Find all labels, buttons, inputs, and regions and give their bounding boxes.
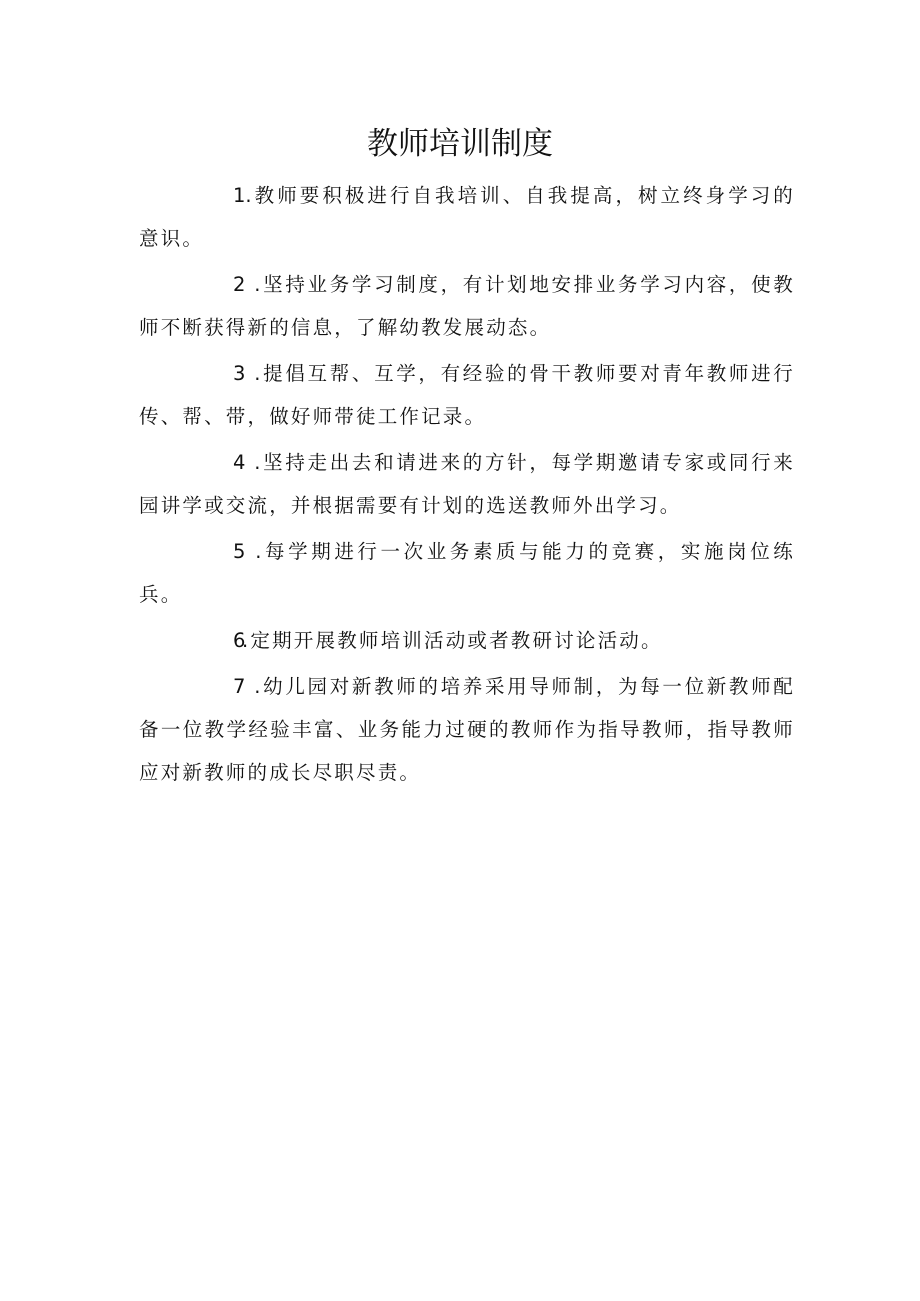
item-number: 5	[233, 540, 246, 563]
item-text: .幼儿园对新教师的培养采用导师制，为每一位新教师配备一位教学经验丰富、业务能力过硬的教师作为指导教师，指导教师应对新教师的成长尽职尽责。	[139, 675, 795, 784]
item-text: .坚持走出去和请进来的方针，每学期邀请专家或同行来园讲学或交流，并根据需要有计划的选送教师外出学习。	[139, 451, 795, 517]
list-item	[139, 263, 795, 349]
item-text: .每学期进行一次业务素质与能力的竞赛，实施岗位练兵。	[139, 540, 795, 606]
item-number: 2	[233, 273, 246, 296]
item-text: .坚持业务学习制度，有计划地安排业务学习内容，使教师不断获得新的信息，了解幼教发展动态。	[139, 273, 795, 339]
list-item	[139, 530, 795, 616]
item-text: .定期开展教师培训活动或者教研讨论活动。	[242, 629, 663, 652]
item-number: 7	[233, 675, 246, 698]
list-item	[139, 619, 795, 662]
item-number: 4	[233, 451, 246, 474]
document-body	[139, 174, 795, 794]
list-item	[139, 174, 795, 260]
item-number: 1	[233, 184, 246, 207]
item-text: .提倡互帮、互学，有经验的骨干教师要对青年教师进行传、帮、带，做好师带徒工作记录。	[139, 362, 795, 428]
item-number: 6	[233, 629, 246, 652]
list-item	[139, 352, 795, 438]
list-item	[139, 441, 795, 527]
document-title: 教师培训制度	[367, 126, 553, 162]
item-text: .教师要积极进行自我培训、自我提高，树立终身学习的意识。	[139, 184, 795, 250]
item-number: 3	[233, 362, 246, 385]
list-item	[139, 665, 795, 794]
